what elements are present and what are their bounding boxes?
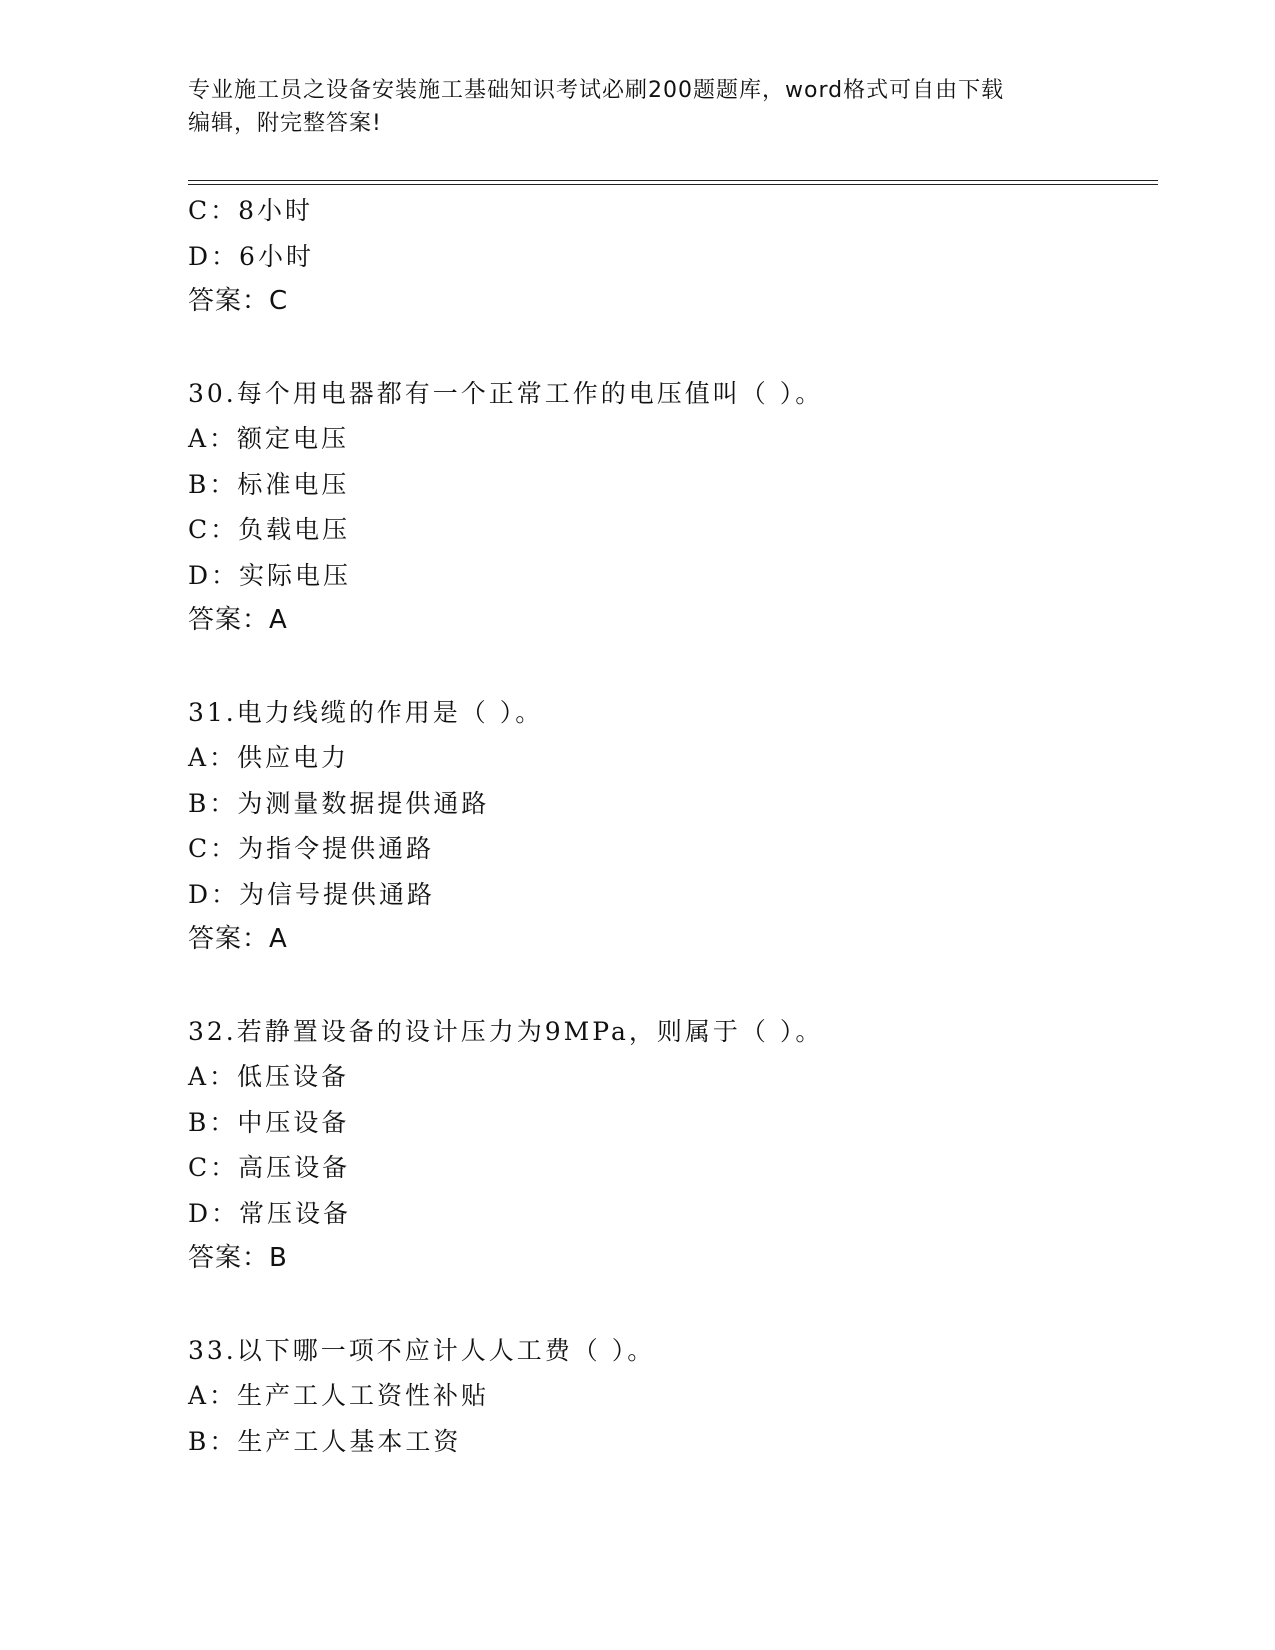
spacer xyxy=(188,1282,1148,1328)
question-text: 32.若静置设备的设计压力为9MPa，则属于（ ）。 xyxy=(188,1016,824,1046)
question-32 xyxy=(188,1009,1148,1282)
option-a: A：生产工人工资性补贴 xyxy=(188,1381,490,1410)
option-b: B：为测量数据提供通路 xyxy=(188,788,490,818)
header-divider-top xyxy=(188,180,1158,181)
header-line-1: 专业施工员之设备安装施工基础知识考试必刷200题题库，word格式可自由下载 xyxy=(188,78,1005,103)
option-c: C：为指令提供通路 xyxy=(188,834,435,863)
question-33 xyxy=(188,1328,1148,1465)
spacer xyxy=(188,325,1148,371)
option-d: D：6小时 xyxy=(188,241,314,271)
option-b: B：标准电压 xyxy=(188,469,350,499)
option-a: A：供应电力 xyxy=(188,743,350,772)
option-b: B：生产工人基本工资 xyxy=(188,1426,462,1456)
option-d: D：为信号提供通路 xyxy=(188,879,436,909)
answer: 答案：B xyxy=(188,1243,288,1273)
question-30 xyxy=(188,371,1148,644)
question-text: 33.以下哪一项不应计人人工费（ ）。 xyxy=(188,1335,656,1365)
document-header xyxy=(188,74,1088,140)
option-c: C：负载电压 xyxy=(188,515,351,544)
question-list xyxy=(188,188,1148,1464)
answer: 答案：A xyxy=(188,924,288,954)
question-text: 30.每个用电器都有一个正常工作的电压值叫（ ）。 xyxy=(188,378,824,408)
option-d: D：实际电压 xyxy=(188,560,352,590)
header-line-2: 编辑，附完整答案! xyxy=(188,111,382,136)
option-d: D：常压设备 xyxy=(188,1198,352,1228)
prev-question-block xyxy=(188,188,1148,325)
header-divider-bottom xyxy=(188,184,1158,185)
option-c: C：高压设备 xyxy=(188,1153,351,1182)
option-a: A：额定电压 xyxy=(188,424,350,453)
option-b: B：中压设备 xyxy=(188,1107,350,1137)
option-c: C：8小时 xyxy=(188,196,314,225)
answer: 答案：A xyxy=(188,605,288,635)
spacer xyxy=(188,963,1148,1009)
spacer xyxy=(188,644,1148,690)
option-a: A：低压设备 xyxy=(188,1062,350,1091)
answer: 答案：C xyxy=(188,286,289,316)
question-text: 31.电力线缆的作用是（ ）。 xyxy=(188,697,544,727)
question-31 xyxy=(188,690,1148,963)
